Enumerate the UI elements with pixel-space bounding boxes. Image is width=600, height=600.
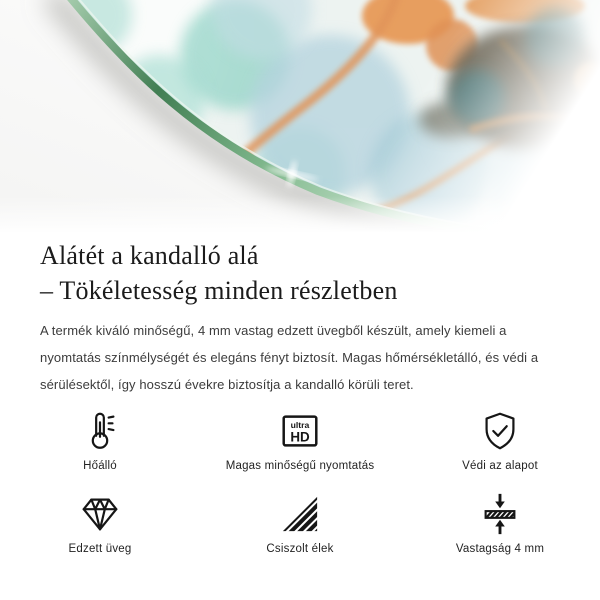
feature-label: Csiszolt élek	[266, 543, 334, 555]
feature-thickness	[400, 491, 600, 556]
feature-label: Vastagság 4 mm	[455, 543, 545, 555]
polished-edges-icon	[277, 491, 323, 537]
glass-mat-illustration	[0, 0, 600, 232]
feature-label: Hőálló	[83, 460, 117, 472]
hd-label: HD	[290, 429, 310, 445]
ultra-label: ultra	[290, 420, 310, 431]
product-image	[0, 0, 600, 232]
feature-label: Magas minőségű nyomtatás	[225, 460, 375, 472]
title-line-1: Alátét a kandalló alá	[40, 241, 259, 270]
thickness-icon	[477, 491, 523, 537]
feature-heat-resistant	[0, 408, 200, 473]
feature-protects-base	[400, 408, 600, 473]
thermometer-icon	[77, 408, 123, 454]
shield-check-icon	[477, 408, 523, 454]
ultra-hd-icon	[277, 408, 323, 454]
feature-polished-edges	[200, 491, 400, 556]
feature-high-quality-print	[200, 408, 400, 473]
diamond-icon	[77, 491, 123, 537]
features-grid	[0, 408, 600, 556]
feature-label: Edzett üveg	[68, 543, 132, 555]
feature-label: Védi az alapot	[462, 460, 538, 472]
product-description-text: A termék kiváló minőségű, 4 mm vastag edzett üvegből készült, amely kiemeli a nyomtatás színmélységét és elegáns fényt biztosít. Magas hőmérsékletálló, és védi a sérülésektől, így hosszú évekre biztosítja a kandalló körüli teret.	[40, 323, 539, 392]
feature-tempered-glass	[0, 491, 200, 556]
title-line-2: – Tökéletesség minden részletben	[40, 276, 398, 305]
page-title	[40, 238, 560, 308]
